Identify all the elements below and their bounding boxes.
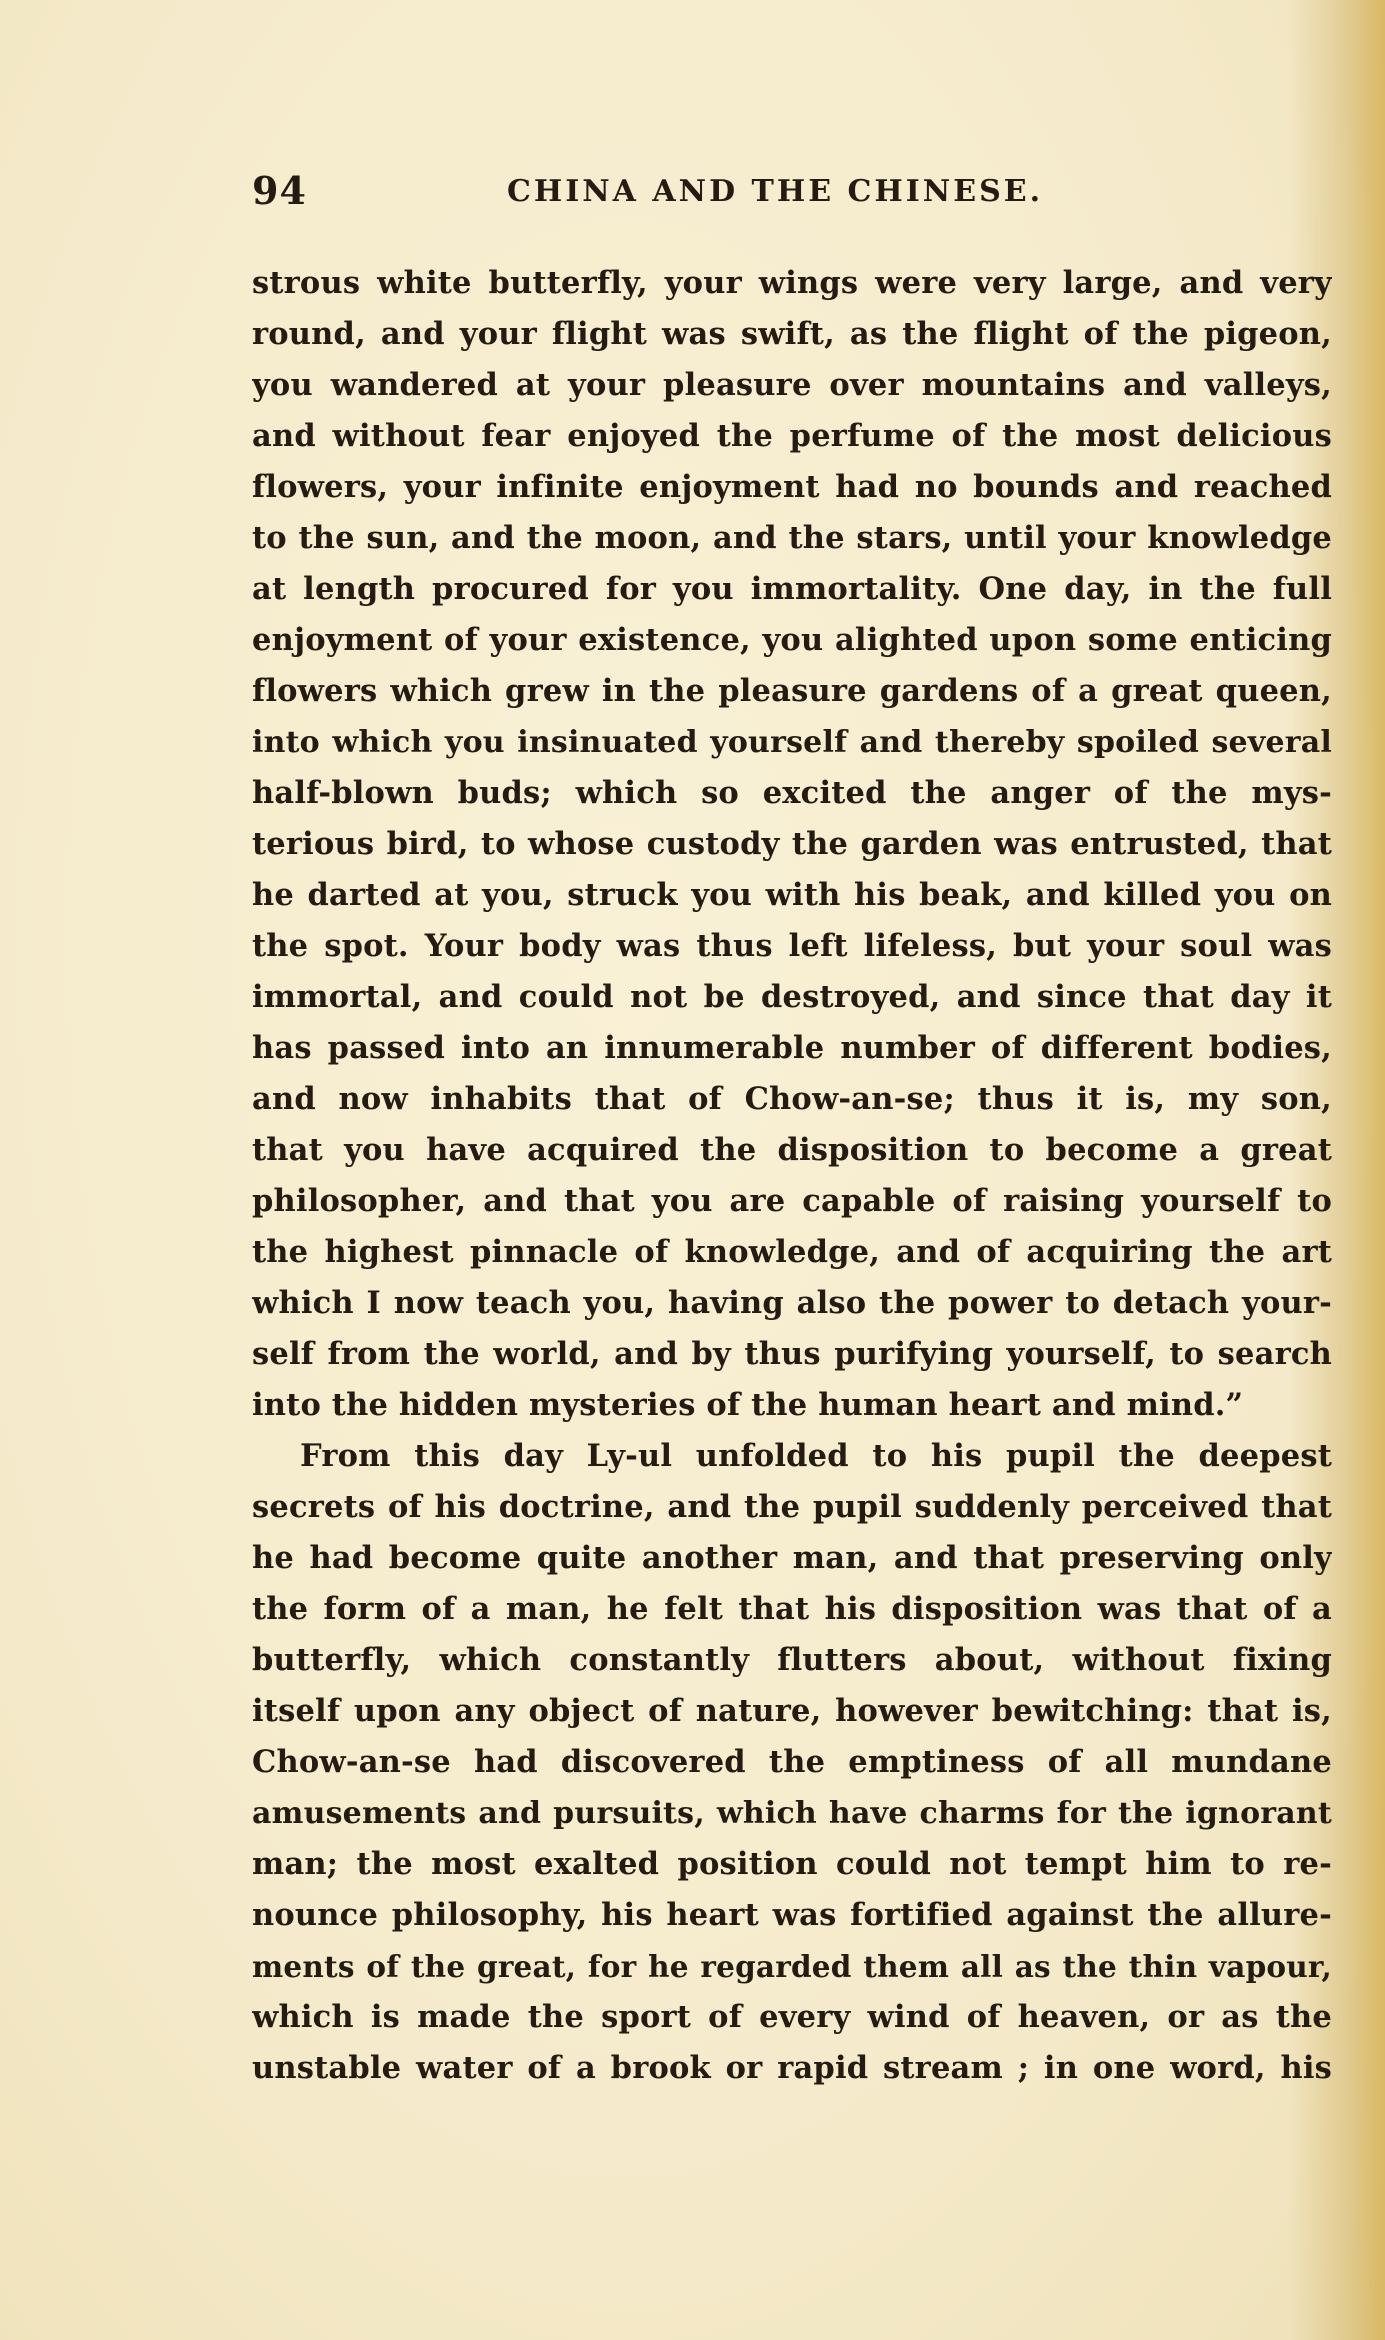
text-line: the highest pinnacle of knowledge, and of acquiring the art [252,1234,1332,1270]
text-line: at length procured for you immortality. One day, in the full [252,571,1332,607]
text-line: man; the most exalted position could not tempt him to re- [252,1846,1332,1882]
text-line: which I now teach you, having also the power to detach your- [252,1285,1332,1321]
text-line: nounce philosophy, his heart was fortified against the allure- [252,1897,1332,1933]
text-line: butterfly, which constantly flutters about, without fixing [252,1642,1332,1678]
text-line: round, and your flight was swift, as the flight of the pigeon, [252,316,1332,352]
text-line: and without fear enjoyed the perfume of the most delicious [252,418,1332,454]
paragraph-start-line: From this day Ly-ul unfolded to his pupil the deepest [300,1438,1332,1474]
text-line: amusements and pursuits, which have charms for the ignorant [252,1796,1332,1831]
text-line: into the hidden mysteries of the human heart and mind.” [252,1387,1244,1423]
text-line: you wandered at your pleasure over mountains and valleys, [252,367,1332,403]
text-line: unstable water of a brook or rapid stream ; in one word, his [252,2050,1332,2086]
page-number: 94 [252,168,307,213]
text-line: enjoyment of your existence, you alighted upon some enticing [252,622,1332,658]
text-line: itself upon any object of nature, however bewitching: that is, [252,1693,1332,1729]
text-line: the spot. Your body was thus left lifeless, but your soul was [252,928,1332,964]
text-line: has passed into an innumerable number of different bodies, [252,1030,1332,1066]
text-line: he darted at you, struck you with his beak, and killed you on [252,877,1332,913]
text-line: ments of the great, for he regarded them all as the thin vapour, [252,1949,1332,1984]
text-line: and now inhabits that of Chow-an-se; thus it is, my son, [252,1081,1332,1117]
body-text [252,258,1332,2094]
text-line: flowers which grew in the pleasure gardens of a great queen, [252,673,1332,709]
text-line: into which you insinuated yourself and thereby spoiled several [252,725,1332,760]
text-line: he had become quite another man, and that preserving only [252,1540,1332,1576]
text-line: which is made the sport of every wind of heaven, or as the [252,1999,1332,2035]
text-line: terious bird, to whose custody the garden was entrusted, that [252,826,1332,862]
text-line: immortal, and could not be destroyed, and since that day it [252,979,1332,1015]
text-line: that you have acquired the disposition to become a great [252,1132,1332,1168]
text-line: secrets of his doctrine, and the pupil suddenly perceived that [252,1489,1332,1525]
page-header [252,168,1332,228]
running-title: CHINA AND THE CHINESE. [507,174,1044,209]
text-line: Chow-an-se had discovered the emptiness of all mundane [252,1744,1332,1780]
text-line: half-blown buds; which so excited the anger of the mys- [252,775,1332,811]
text-line: flowers, your infinite enjoyment had no bounds and reached [252,469,1332,505]
text-line: strous white butterfly, your wings were very large, and very [252,265,1332,301]
text-line: philosopher, and that you are capable of raising yourself to [252,1183,1332,1219]
text-line: self from the world, and by thus purifying yourself, to search [252,1336,1332,1372]
text-line: to the sun, and the moon, and the stars, until your knowledge [252,520,1332,556]
text-line: the form of a man, he felt that his disposition was that of a [252,1591,1332,1627]
